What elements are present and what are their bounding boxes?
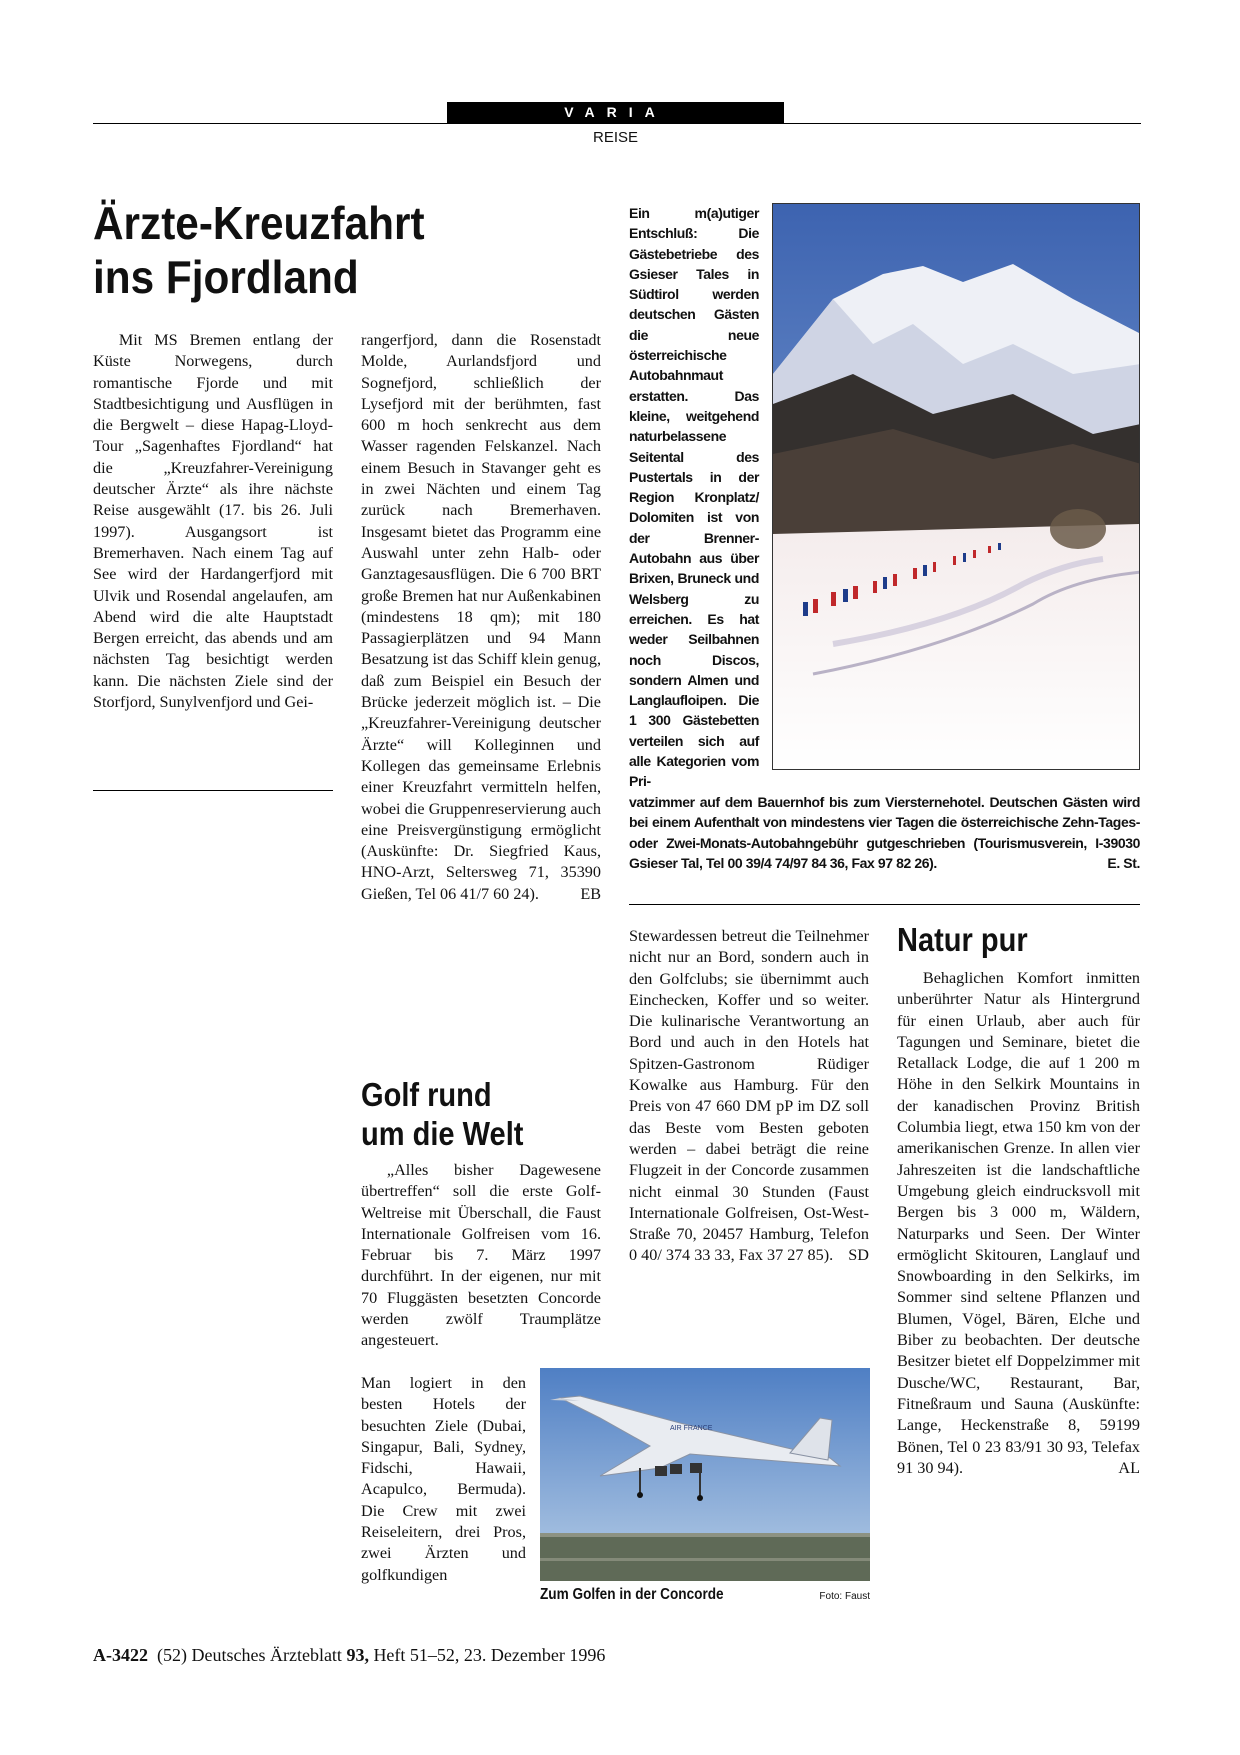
article3-title: Natur pur <box>897 921 1028 958</box>
gsies-caption-wide <box>629 792 1140 873</box>
article1-title-line2: ins Fjordland <box>93 251 359 303</box>
article2-col-b-text: Stewardessen betreut die Teilnehmer nicht nur an Bord, sondern auch in den Golfclubs; sie übernimmt auch Einchecken, Koffer und so weiter. Die kulinarische Verantwortung an Bord und auch in den Hotels hat Spitzen-Gastronom Rüdiger Kowalke aus Hamburg. Für den Preis von 47 660 DM pP im DZ soll das Beste vom Besten geboten werden – dabei beträgt die reine Flugzeit in der Concorde zusammen nicht einmal 30 Stunden (Faust Internationale Golfreisen, Ost-West-Straße 70, 20457 Hamburg, Telefon 0 40/ 374 33 33, Fax 37 27 85). <box>629 927 869 1265</box>
article1-signature: EB <box>580 884 601 903</box>
gsies-caption: Ein m(a)utiger Entschluß: Die Gästebetriebe des Gsieser Tales in Südtirol werden deutschen Gästen die neue österreichische Autobahnmaut erstatten. Das kleine, weitgehend naturbelassene Seitental des Pustertals in der Region Kronplatz/ Dolomiten ist von der Brenner-Autobahn aus über Brixen, Bruneck und Welsberg zu erreichen. Es hat weder Seilbahnen noch Discos, sondern Almen und Langlaufloipen. Die 1 300 Gästebetten verteilen sich auf alle Kategorien vom Pri- <box>629 205 759 790</box>
article1-title-line1: Ärzte-Kreuzfahrt <box>93 197 425 249</box>
article1-end-rule <box>93 790 333 791</box>
article2-column-2 <box>629 926 869 1267</box>
article1-title <box>93 196 571 304</box>
svg-text:AIR FRANCE: AIR FRANCE <box>670 1425 713 1432</box>
article2-col-a-narrow-text: Man logiert in den besten Hotels der besuchten Ziele (Dubai, Singapur, Bali, Sydney, Fidschi, Hawaii, Acapulco, Bermuda). Die Crew mit zwei Reiseleitern, drei Pros, zwei Ärzten und golfkundigen <box>361 1374 526 1584</box>
alpine-photo-image <box>773 204 1140 770</box>
article2-col-a-text: „Alles bisher Dagewesene übertreffen“ soll die erste Golf-Weltreise mit Überschall, die Faust Internationale Golfreisen vom 16. Februar bis 7. März 1997 durchführt. In der eigenen, nur mit 70 Fluggästen besetzten Concorde werden zwölf Traumplätze angesteuert. <box>361 1161 601 1350</box>
section-banner: VARIA <box>447 102 784 123</box>
header-rule <box>93 123 1141 124</box>
gsies-signature: E. St. <box>1107 854 1140 871</box>
article2-signature: SD <box>848 1246 869 1265</box>
page-number: A-3422 <box>93 1645 148 1665</box>
article3-signature: AL <box>1118 1458 1140 1477</box>
alpine-cross-country-photo <box>772 203 1140 770</box>
article1-column-1 <box>93 330 333 713</box>
footer-journal: (52) Deutsches Ärzteblatt <box>157 1645 342 1665</box>
concorde-caption: Zum Golfen in der Concorde <box>540 1586 724 1603</box>
article2-title <box>361 1075 590 1153</box>
article3-column <box>897 968 1140 1479</box>
article1-col2-text: rangerfjord, dann die Rosenstadt Molde, Aurlandsfjord und Sognefjord, schließlich der Lysefjord mit der berühmten, fast 600 m hoch senkrecht aus dem Wasser ragenden Felskanzel. Nach einem Besuch in Stavanger geht es in zwei Nächten und einem Tag zurück nach Bremerhaven. Insgesamt bietet das Programm eine Auswahl unter zehn Halb- oder Ganztagesausflügen. Die 6 700 BRT große Bremen hat nur Außenkabinen (mindestens 18 qm); mit 180 Passagierplätzen und 94 Mann Besatzung ist das Schiff klein genug, daß zum Beispiel ein Besuch der Brücke jederzeit möglich ist. – Die „Kreuzfahrer-Vereinigung deutscher Ärzte“ will Kolleginnen und Kollegen das gemeinsame Erlebnis einer Kreuzfahrt vermitteln helfen, wobei die Gruppenreservierung auch eine Preisvergünstigung ermöglicht (Auskünfte: Dr. Siegfried Kaus, HNO-Arzt, Seltersweg 71, 35390 Gießen, Tel 06 41/7 60 24). <box>361 331 601 903</box>
article2-title-line1: Golf rund <box>361 1076 492 1113</box>
page-footer <box>93 1645 605 1666</box>
article3-body: Behaglichen Komfort inmitten unberührter Natur als Hintergrund für einen Urlaub, aber auch für Tagungen und Seminare, bietet die Retallack Lodge, die auf 1 200 m Höhe in den Selkirk Mountains in der kanadischen Provinz British Columbia liegt, etwa 150 km von der amerikanischen Grenze. In allen vier Jahreszeiten ist die landschaftliche Umgebung gleich eindrucksvoll mit Bergen bis 3 000 m, Wäldern, Naturparks und Seen. Der Winter ermöglicht Skitouren, Langlauf und Snowboarding in den Selkirks, im Sommer sind seltene Pflanzen und Blumen, Vögel, Bären, Elche und Biber zu beobachten. Der deutsche Besitzer bietet elf Doppelzimmer mit Dusche/WC, Restaurant, Bar, Fitneßraum und Sauna (Auskünfte: Lange, Heckenstraße 8, 59199 Bönen, Tel 0 23 83/91 30 93, Telefax 91 30 94). <box>897 969 1140 1477</box>
article2-column-1-narrow <box>361 1373 526 1586</box>
article2-title-line2: um die Welt <box>361 1115 524 1152</box>
concorde-caption-bar <box>540 1586 870 1610</box>
footer-volume: 93, <box>346 1645 369 1665</box>
section-label: REISE <box>592 129 638 146</box>
concorde-photo <box>540 1368 870 1581</box>
article1-col1-text: Mit MS Bremen entlang der Küste Norwegens, durch romantische Fjorde und mit Stadtbesichtigung und Ausflügen in die Bergwelt – diese Hapag-Lloyd-Tour „Sagenhaftes Fjordland“ hat die „Kreuzfahrer-Vereinigung deutscher Ärzte“ als ihre nächste Reise ausgewählt (17. bis 26. Juli 1997). Ausgangsort ist Bremerhaven. Nach einem Tag auf See wird der Hardangerfjord mit Ulvik und Rosendal angelaufen, am Abend wird die alte Hauptstadt Bergen erreicht, das abends und am nächsten Tag besichtigt werden kann. Die nächsten Ziele sind der Storfjord, Sunylvenfjord und Gei- <box>93 331 333 712</box>
footer-issue: Heft 51–52, 23. Dezember 1996 <box>373 1645 606 1665</box>
gsies-caption-wide-text: vatzimmer auf dem Bauernhof bis zum Viersternehotel. Deutschen Gästen wird bei einem Aufenthalt von mindestens vier Tagen die österreichische Zehn-Tages- oder Zwei-Monats-Autobahngebühr gutgeschrieben (Tourismusverein, I-39030 Gsieser Tal, Tel 00 39/4 74/97 84 36, Fax 97 82 26). <box>629 794 1140 871</box>
article1-column-2 <box>361 330 601 905</box>
concorde-photo-image <box>540 1368 870 1581</box>
gsies-end-rule <box>629 904 1140 905</box>
photo-credit: Foto: Faust <box>819 1591 870 1602</box>
article2-column-1 <box>361 1160 601 1352</box>
